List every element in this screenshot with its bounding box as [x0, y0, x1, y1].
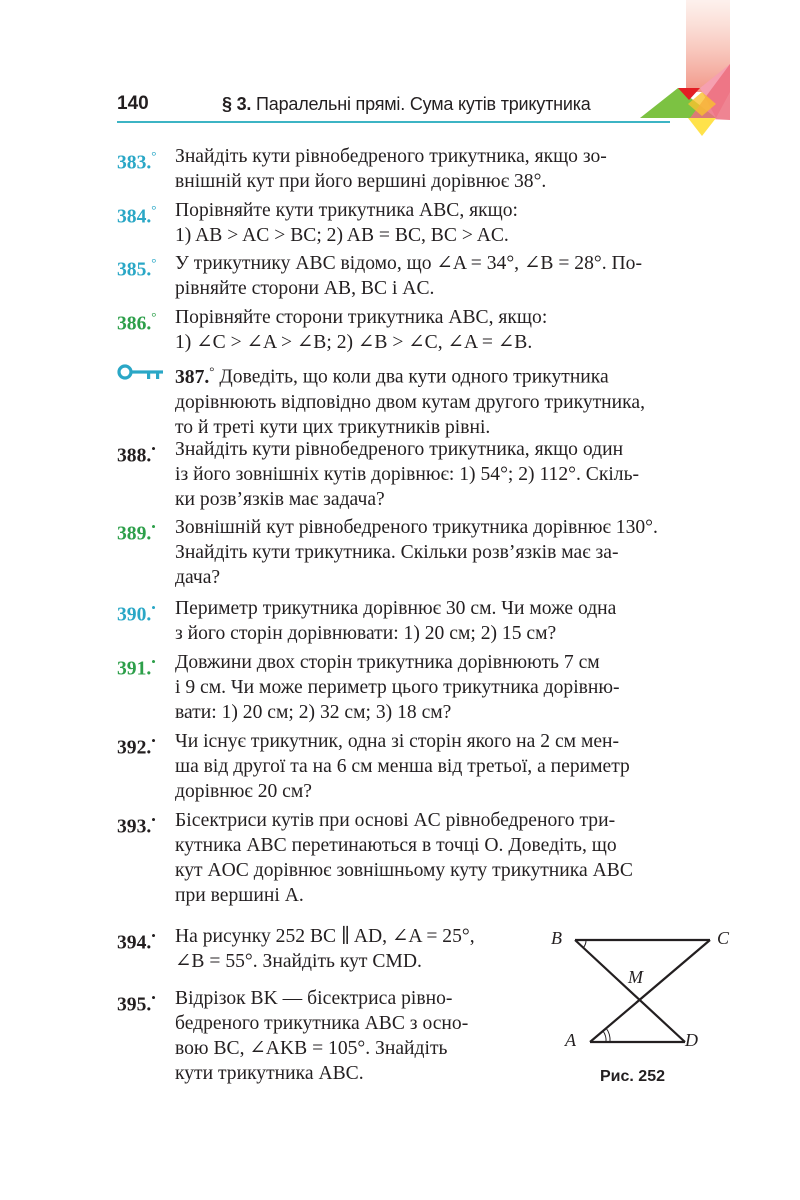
problem-number: 392.•	[117, 733, 156, 759]
tangram-decoration	[630, 0, 800, 140]
angle-a-arc-2	[606, 1028, 610, 1042]
problem-number: 384.°	[117, 202, 157, 228]
problem-text: Відрізок BK — бісектриса рівно- бедреного трикутника ABC з осно- вою BC, ∠AKB = 105°. Знайдіть кути трикутника ABC.	[175, 988, 469, 1084]
problem-text: Знайдіть кути рівнобедреного трикутника, якщо один із його зовнішніх кутів дорівнює: 1) 54°; 2) 112°. Скіль- ки розв’язків має задача?	[175, 439, 640, 510]
yellow-triangle	[688, 118, 716, 136]
problem-number: 385.°	[117, 255, 157, 281]
label-a: A	[565, 1030, 576, 1050]
problem-text: Знайдіть кути рівнобедреного трикутника, якщо зо- внішній кут при його вершині дорівнює 38°.	[175, 146, 607, 192]
label-d: D	[685, 1030, 698, 1050]
section-number: § 3.	[222, 94, 252, 114]
angle-b-arc	[583, 940, 586, 948]
problem-text: На рисунку 252 BC ∥ AD, ∠A = 25°, ∠B = 55°. Знайдіть кут CMD.	[175, 926, 475, 972]
problem-text: Зовнішній кут рівнобедреного трикутника дорівнює 130°. Знайдіть кути трикутника. Скільки розв’язків має за- дача?	[175, 517, 658, 588]
problem-number: 390.•	[117, 600, 156, 626]
page-header	[0, 0, 800, 130]
segment-ca	[590, 940, 710, 1042]
page-number: 140	[117, 93, 149, 114]
section-title	[222, 94, 591, 115]
key-icon	[117, 364, 165, 380]
problem-text: Порівняйте сторони трикутника ABC, якщо: 1) ∠C > ∠A > ∠B; 2) ∠B > ∠C, ∠A = ∠B.	[175, 307, 548, 353]
problem-text: Чи існує трикутник, одна зі сторін якого на 2 см мен- ша від другої та на 6 см менша від третьої, а периметр дорівнює 20 см?	[175, 731, 630, 802]
problem-number: 383.°	[117, 148, 157, 174]
problem-text: 387.° Доведіть, що коли два кути одного трикутника дорівнюють відповідно двом кутам другого трикутника, то й треті кути цих трикутників рівні.	[175, 363, 645, 438]
problem-number: 388.•	[117, 441, 156, 467]
figure-252	[545, 920, 745, 1090]
section-name: Паралельні прямі. Сума кутів трикутника	[256, 94, 591, 114]
problem-number: 393.•	[117, 812, 156, 838]
problem-text: Довжини двох сторін трикутника дорівнюють 7 см і 9 см. Чи може периметр цього трикутника дорівню- вати: 1) 20 см; 2) 32 см; 3) 18 см?	[175, 652, 620, 723]
problem-number: 395.•	[117, 990, 156, 1016]
problem-number: 387.°	[175, 363, 215, 388]
problem-text: Бісектриси кутів при основі AC рівнобедреного три- кутника ABC перетинаються в точці O. Доведіть, що кут AOC дорівнює зовнішньому куту трикутника ABC при вершині A.	[175, 810, 633, 906]
label-c: C	[717, 928, 730, 948]
problem-text: Периметр трикутника дорівнює 30 см. Чи може одна з його сторін дорівнювати: 1) 20 см; 2) 15 см?	[175, 598, 617, 644]
angle-a-arc-1	[603, 1031, 606, 1042]
segment-bd	[575, 940, 685, 1042]
problem-number: 394.•	[117, 928, 156, 954]
problem-number: 391.•	[117, 654, 156, 680]
header-rule	[117, 121, 670, 123]
problem-number: 386.°	[117, 309, 157, 335]
label-b: B	[551, 928, 562, 948]
problem-text: Порівняйте кути трикутника ABC, якщо: 1) AB > AC > BC; 2) AB = BC, BC > AC.	[175, 200, 518, 246]
problem-number: 389.•	[117, 519, 156, 545]
problem-text: У трикутнику ABC відомо, що ∠A = 34°, ∠B = 28°. По- рівняйте сторони AB, BC і AC.	[175, 253, 643, 299]
label-m: M	[628, 967, 643, 987]
figure-caption: Рис. 252	[600, 1068, 665, 1085]
